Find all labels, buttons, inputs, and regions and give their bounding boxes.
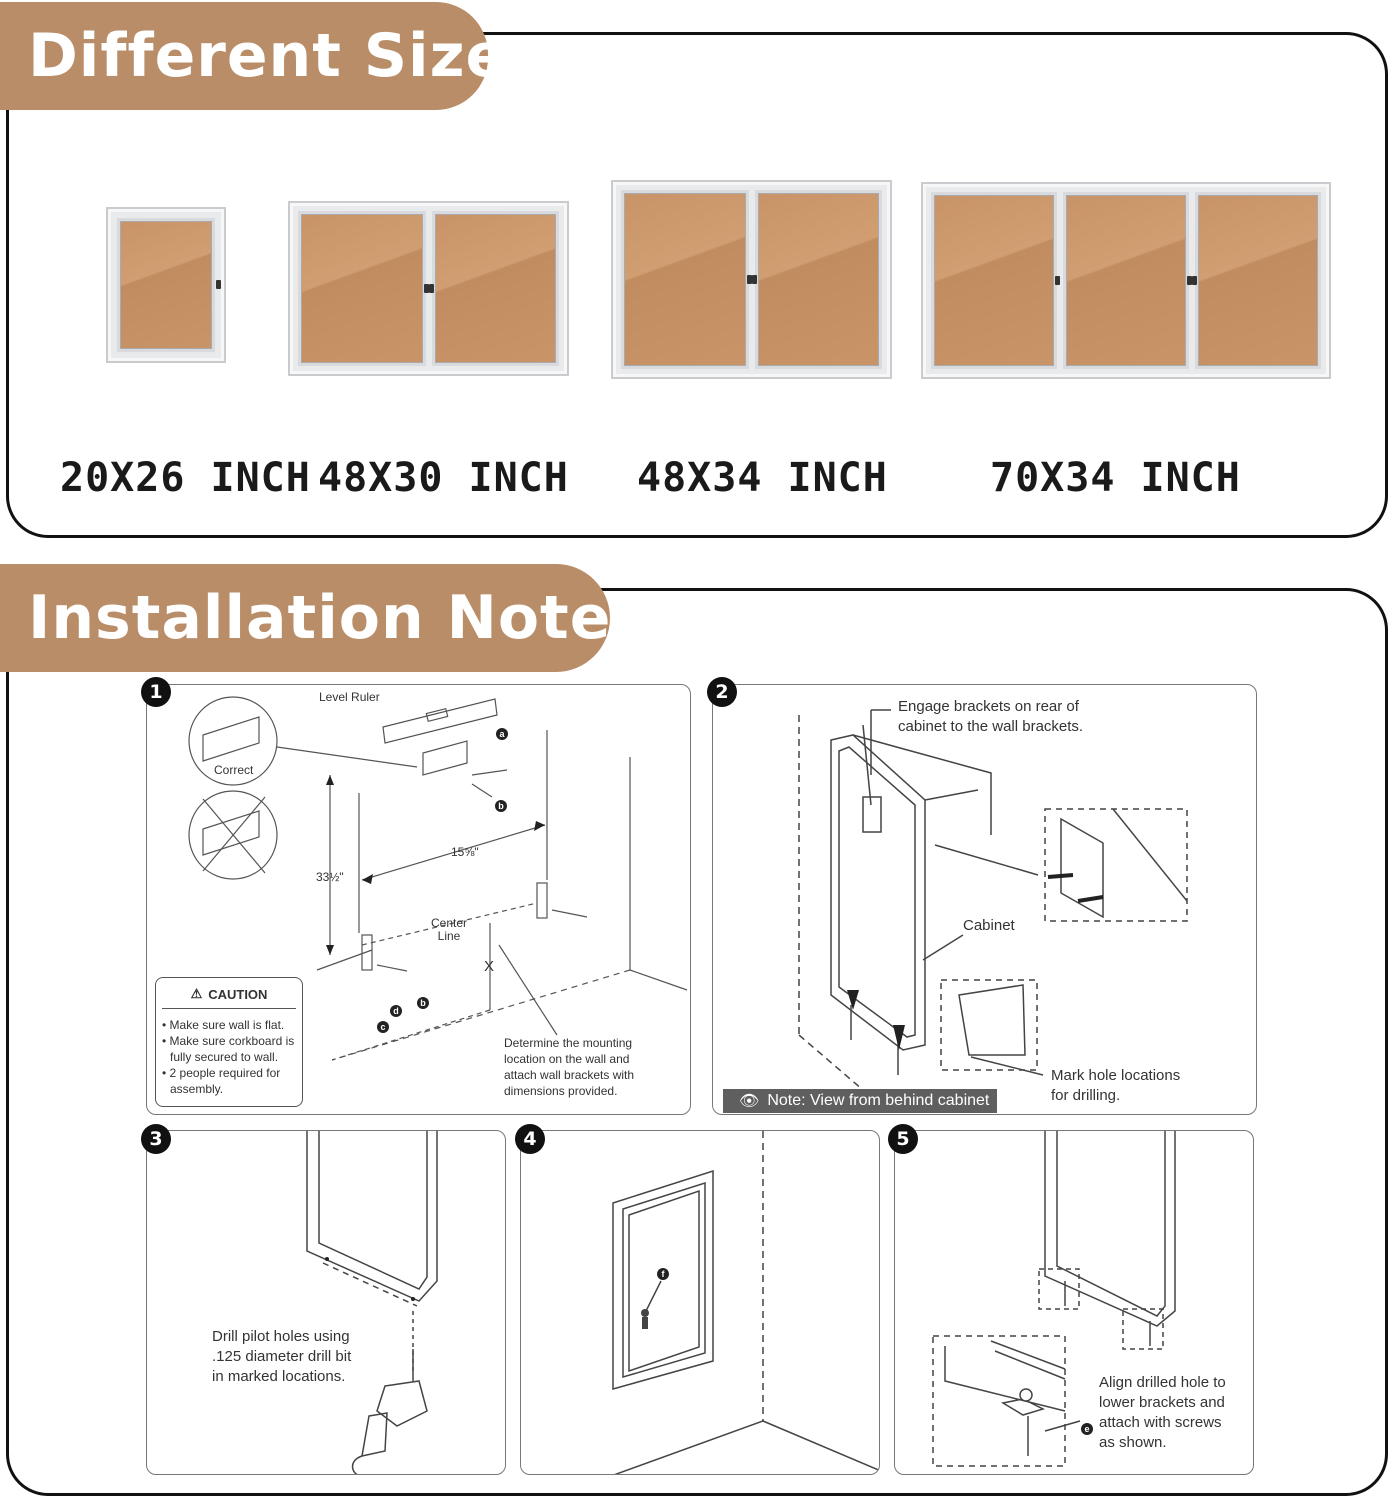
part-a-label: a (499, 729, 505, 739)
cork-pane (298, 211, 426, 366)
cork-pane (621, 190, 749, 369)
lock-icon (424, 284, 429, 293)
caution-header (162, 986, 296, 1009)
step-4-badge: 4 (515, 1124, 545, 1154)
x-dimension: X (484, 958, 495, 975)
lock-icon (429, 284, 434, 293)
install-section-title: Installation Notes (0, 564, 610, 672)
lock-icon (747, 275, 752, 284)
step-1-badge: 1 (141, 677, 171, 707)
part-d-label: d (393, 1006, 399, 1016)
cabinet-20x26 (106, 207, 226, 363)
lock-icon (1055, 276, 1060, 285)
height-dimension: 33½" (316, 870, 344, 884)
step-4-panel (520, 1130, 880, 1475)
caution-title: CAUTION (208, 986, 268, 1002)
width-dimension: 15⅝" (451, 845, 479, 859)
lock-icon (752, 275, 757, 284)
determine-instruction: Determine the mounting location on the wall and attach wall brackets with dimensions provided. (504, 1036, 635, 1098)
caution-item: • Make sure wall is flat. (162, 1018, 285, 1032)
caution-item: • Make sure corkboard is fully secured to wall. (162, 1034, 295, 1064)
step-3-panel (146, 1130, 506, 1475)
cabinet-48x34 (611, 180, 892, 379)
step-2-panel (712, 684, 1257, 1115)
caution-list (162, 1017, 296, 1097)
note-bar (723, 1089, 997, 1113)
part-c-label: c (380, 1022, 386, 1032)
step-1-panel (146, 684, 691, 1115)
correct-label: Correct (214, 763, 254, 777)
cork-pane (1063, 192, 1189, 369)
note-text: Note: View from behind cabinet (767, 1092, 990, 1109)
cabinet-label: Cabinet (963, 917, 1015, 934)
part-b-label: b (498, 801, 504, 811)
caution-box (155, 977, 303, 1107)
cabinet-70x34 (921, 182, 1331, 379)
step-3-badge: 3 (141, 1124, 171, 1154)
sizes-section-title: Different Size (0, 2, 488, 110)
size-label-70x34: 70X34 INCH (990, 455, 1241, 501)
part-f-label: f (661, 1269, 665, 1279)
lock-icon (1192, 276, 1197, 285)
step-5-badge: 5 (888, 1124, 918, 1154)
level-ruler-label: Level Ruler (319, 690, 380, 704)
cabinet-48x30 (288, 201, 569, 376)
step-2-illustration (713, 685, 1257, 1115)
step-5-panel (894, 1130, 1254, 1475)
cork-pane (755, 190, 883, 369)
warning-icon: ⚠ (190, 986, 203, 1001)
align-instruction: Align drilled hole to lower brackets and attach with screws as shown. (1099, 1374, 1226, 1451)
size-label-48x34: 48X34 INCH (637, 455, 888, 501)
cork-pane (432, 211, 560, 366)
cork-pane (117, 218, 215, 352)
mark-instruction: Mark hole locations for drilling. (1051, 1067, 1181, 1104)
size-label-48x30: 48X30 INCH (318, 455, 569, 501)
size-label-20x26: 20X26 INCH (60, 455, 311, 501)
eye-icon: 👁 (739, 1093, 760, 1110)
part-b2-label: b (420, 998, 426, 1008)
step-4-illustration (521, 1131, 880, 1475)
center-line-label: Center Line (431, 916, 468, 943)
caution-item: • 2 people required for assembly. (162, 1066, 281, 1096)
engage-instruction: Engage brackets on rear of cabinet to the wall brackets. (898, 698, 1084, 735)
part-e-label: e (1084, 1424, 1090, 1434)
cork-pane (931, 192, 1057, 369)
step-2-badge: 2 (707, 677, 737, 707)
step-3-illustration (147, 1131, 506, 1475)
drill-instruction: Drill pilot holes using .125 diameter drill bit in marked locations. (212, 1328, 352, 1385)
lock-icon (216, 280, 221, 289)
cork-pane (1195, 192, 1321, 369)
